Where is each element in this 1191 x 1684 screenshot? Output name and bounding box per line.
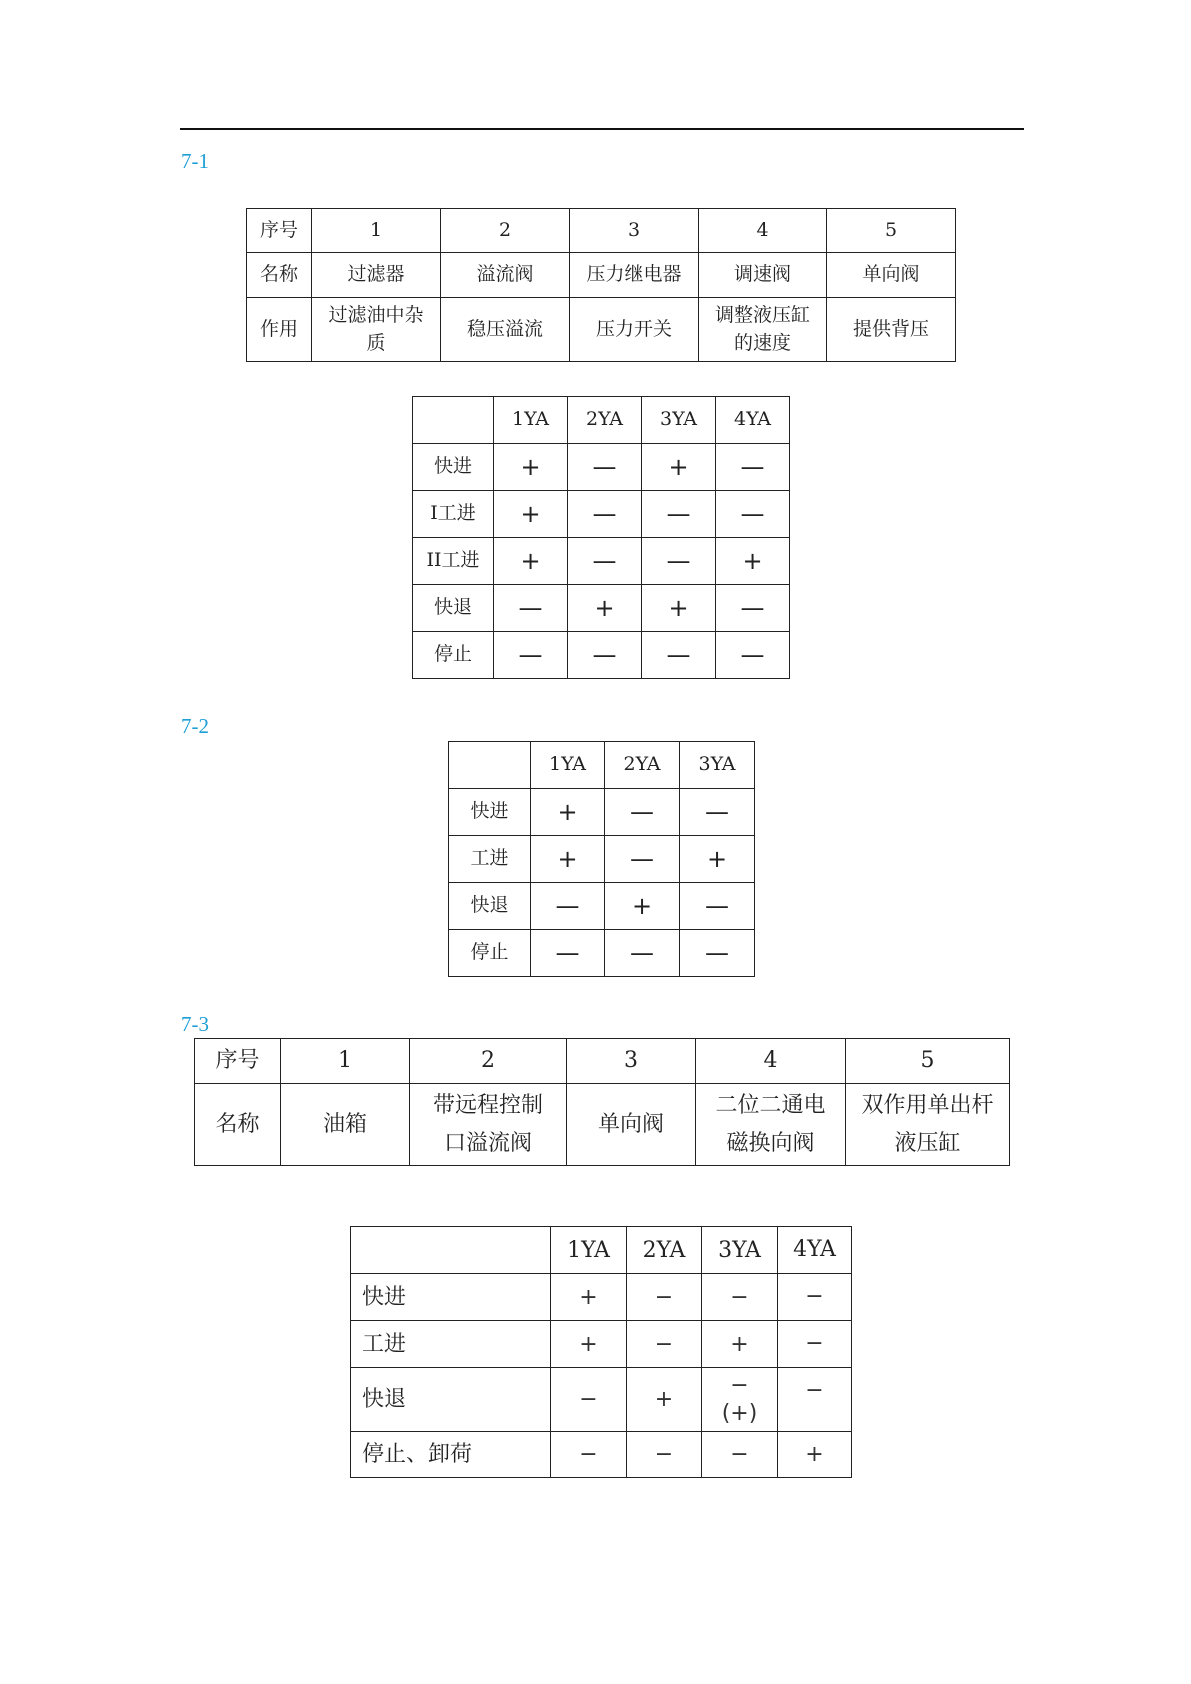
- row-label: 工进: [449, 836, 531, 883]
- state-cell: −: [702, 1432, 778, 1478]
- header-cell: [449, 742, 531, 789]
- table-row: [247, 298, 956, 362]
- table-row: [449, 883, 755, 930]
- table-row: [351, 1432, 852, 1478]
- state-cell: −: [551, 1368, 627, 1432]
- table-cell: 调整液压缸的速度: [699, 298, 827, 362]
- table-row: [247, 253, 956, 298]
- header-cell: 2YA: [605, 742, 680, 789]
- row-label: 快退: [413, 585, 494, 632]
- state-cell: —: [531, 930, 605, 977]
- state-cell: —: [568, 444, 642, 491]
- table-row: [351, 1227, 852, 1274]
- state-cell: +: [494, 491, 568, 538]
- header-cell: 3YA: [702, 1227, 778, 1274]
- row-label: 停止、卸荷: [351, 1432, 551, 1478]
- header-cell: 1YA: [531, 742, 605, 789]
- header-cell: 4YA: [778, 1227, 852, 1274]
- table-row: [449, 742, 755, 789]
- state-cell: +: [551, 1274, 627, 1321]
- table-row: [351, 1368, 852, 1432]
- state-cell: −: [778, 1368, 852, 1432]
- table-row: [413, 632, 790, 679]
- table-cell: 带远程控制口溢流阀: [410, 1084, 567, 1166]
- table-cell: 溢流阀: [441, 253, 570, 298]
- state-alt-value: (+): [721, 1400, 758, 1426]
- state-cell: +: [716, 538, 790, 585]
- state-cell: —: [642, 632, 716, 679]
- table-cell: 油箱: [281, 1084, 410, 1166]
- header-cell: 1: [281, 1039, 410, 1084]
- row-label: 作用: [247, 298, 312, 362]
- header-cell: 3: [570, 209, 699, 253]
- table-row: [195, 1084, 1010, 1166]
- state-cell: +: [551, 1321, 627, 1368]
- header-cell: 3: [567, 1039, 696, 1084]
- state-cell: +: [642, 585, 716, 632]
- table-row: [413, 444, 790, 491]
- solenoid-table-7-1: [412, 396, 790, 679]
- row-label: 停止: [449, 930, 531, 977]
- solenoid-table-7-3: [350, 1226, 852, 1478]
- table-cell: 调速阀: [699, 253, 827, 298]
- header-cell: 1YA: [494, 397, 568, 444]
- header-cell: 4YA: [716, 397, 790, 444]
- state-cell: —: [680, 930, 755, 977]
- table-row: [449, 836, 755, 883]
- table-cell: 单向阀: [567, 1084, 696, 1166]
- state-cell: —: [716, 632, 790, 679]
- row-label: 快退: [351, 1368, 551, 1432]
- table-cell: 二位二通电磁换向阀: [696, 1084, 846, 1166]
- state-cell: —: [642, 538, 716, 585]
- table-row: [449, 930, 755, 977]
- state-cell: —: [494, 585, 568, 632]
- table-cell: 过滤油中杂质: [312, 298, 441, 362]
- section-label-7-3: 7-3: [181, 1012, 209, 1036]
- state-cell: —: [568, 491, 642, 538]
- state-cell: —: [642, 491, 716, 538]
- table-row: [449, 789, 755, 836]
- state-cell: −: [778, 1321, 852, 1368]
- table-cell: 压力开关: [570, 298, 699, 362]
- state-cell: +: [531, 836, 605, 883]
- table-row: [195, 1039, 1010, 1084]
- state-cell: —: [568, 632, 642, 679]
- table-cell: 过滤器: [312, 253, 441, 298]
- header-cell: 1: [312, 209, 441, 253]
- header-rule: [180, 128, 1024, 130]
- header-cell: [413, 397, 494, 444]
- state-cell: +: [680, 836, 755, 883]
- row-label: 快进: [413, 444, 494, 491]
- section-label-7-2: 7-2: [181, 714, 209, 738]
- header-cell: 3YA: [680, 742, 755, 789]
- header-cell: 4: [699, 209, 827, 253]
- table-row: [351, 1321, 852, 1368]
- section-label-7-1: 7-1: [181, 149, 209, 173]
- state-cell: +: [702, 1321, 778, 1368]
- state-cell: −: [551, 1432, 627, 1478]
- state-cell: —: [605, 789, 680, 836]
- state-cell: —: [568, 538, 642, 585]
- components-table-7-3: [194, 1038, 1010, 1166]
- table-cell: 提供背压: [827, 298, 956, 362]
- header-cell: 2YA: [627, 1227, 702, 1274]
- state-cell: +: [531, 789, 605, 836]
- state-cell: —: [680, 789, 755, 836]
- table-row: [413, 538, 790, 585]
- header-cell: 序号: [195, 1039, 281, 1084]
- table-row: [351, 1274, 852, 1321]
- header-cell: 2: [410, 1039, 567, 1084]
- state-value: −: [730, 1373, 749, 1398]
- header-cell: 1YA: [551, 1227, 627, 1274]
- header-cell: 2YA: [568, 397, 642, 444]
- state-cell: +: [605, 883, 680, 930]
- table-cell: 单向阀: [827, 253, 956, 298]
- header-cell: 5: [827, 209, 956, 253]
- state-cell: +: [494, 444, 568, 491]
- row-label: 快进: [449, 789, 531, 836]
- state-cell: —: [605, 836, 680, 883]
- table-cell: 双作用单出杆液压缸: [846, 1084, 1010, 1166]
- state-cell: +: [568, 585, 642, 632]
- table-row: [247, 209, 956, 253]
- state-cell: —: [680, 883, 755, 930]
- state-cell: +: [642, 444, 716, 491]
- header-cell: 5: [846, 1039, 1010, 1084]
- table-row: [413, 397, 790, 444]
- header-cell: 4: [696, 1039, 846, 1084]
- table-row: [413, 491, 790, 538]
- state-cell: —: [494, 632, 568, 679]
- state-cell: —: [605, 930, 680, 977]
- components-table-7-1: [246, 208, 956, 362]
- state-cell: −: [778, 1274, 852, 1321]
- table-cell: 压力继电器: [570, 253, 699, 298]
- row-label: 工进: [351, 1321, 551, 1368]
- state-cell: +: [494, 538, 568, 585]
- header-cell: 2: [441, 209, 570, 253]
- state-cell: +: [627, 1368, 702, 1432]
- row-label: 停止: [413, 632, 494, 679]
- row-label: I工进: [413, 491, 494, 538]
- state-cell: —: [716, 444, 790, 491]
- row-label: II工进: [413, 538, 494, 585]
- header-cell: 序号: [247, 209, 312, 253]
- table-cell: 稳压溢流: [441, 298, 570, 362]
- solenoid-table-7-2: [448, 741, 755, 977]
- state-cell: —: [716, 585, 790, 632]
- header-cell: [351, 1227, 551, 1274]
- state-cell-dual: [702, 1368, 778, 1432]
- row-label: 名称: [247, 253, 312, 298]
- row-label: 快进: [351, 1274, 551, 1321]
- state-cell: −: [702, 1274, 778, 1321]
- header-cell: 3YA: [642, 397, 716, 444]
- row-label: 快退: [449, 883, 531, 930]
- state-cell: —: [716, 491, 790, 538]
- state-cell: —: [531, 883, 605, 930]
- table-row: [413, 585, 790, 632]
- state-cell: −: [627, 1432, 702, 1478]
- state-cell: −: [627, 1321, 702, 1368]
- state-cell: +: [778, 1432, 852, 1478]
- state-cell: −: [627, 1274, 702, 1321]
- row-label: 名称: [195, 1084, 281, 1166]
